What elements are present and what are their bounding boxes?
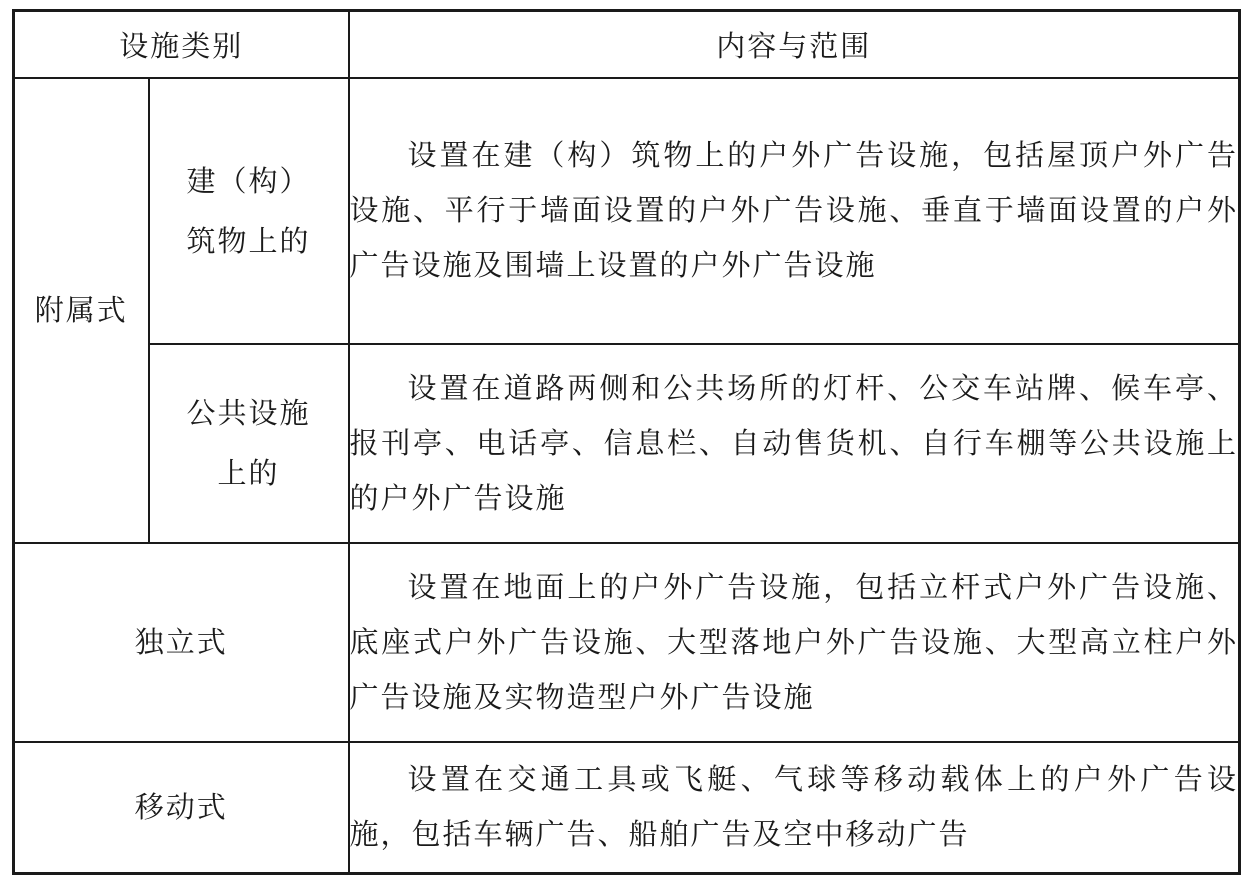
content-text: 设置在建（构）筑物上的户外广告设施，包括屋顶户外广告设施、平行于墙面设置的户外广告设施、垂直于墙面设置的户外广告设施及围墙上设置的户外广告设施: [349, 138, 1239, 282]
content-building: [349, 78, 1240, 344]
facility-category-table: [12, 9, 1241, 875]
table-row: [14, 78, 1240, 344]
table-row: [14, 742, 1240, 874]
header-category: 设施类别: [14, 11, 349, 78]
category-mobile: 移动式: [14, 742, 349, 874]
subcategory-building: 建（构）筑物上的: [149, 78, 349, 344]
subcategory-public-facility: 公共设施上的: [149, 344, 349, 543]
header-content: 内容与范围: [349, 11, 1240, 78]
table-row: [14, 344, 1240, 543]
content-text: 设置在道路两侧和公共场所的灯杆、公交车站牌、候车亭、报刊亭、电话亭、信息栏、自动售货机、自行车棚等公共设施上的户外广告设施: [349, 370, 1239, 515]
content-text: 设置在地面上的户外广告设施，包括立杆式户外广告设施、底座式户外广告设施、大型落地户外广告设施、大型高立柱户外广告设施及实物造型户外广告设施: [349, 569, 1239, 714]
category-attached: 附属式: [14, 78, 149, 543]
table-row: [14, 543, 1240, 742]
table-header-row: [14, 11, 1240, 78]
content-public-facility: [349, 344, 1240, 543]
content-standalone: [349, 543, 1240, 742]
content-mobile: [349, 742, 1240, 874]
content-text: 设置在交通工具或飞艇、气球等移动载体上的户外广告设施，包括车辆广告、船舶广告及空中移动广告: [349, 762, 1239, 852]
category-standalone: 独立式: [14, 543, 349, 742]
